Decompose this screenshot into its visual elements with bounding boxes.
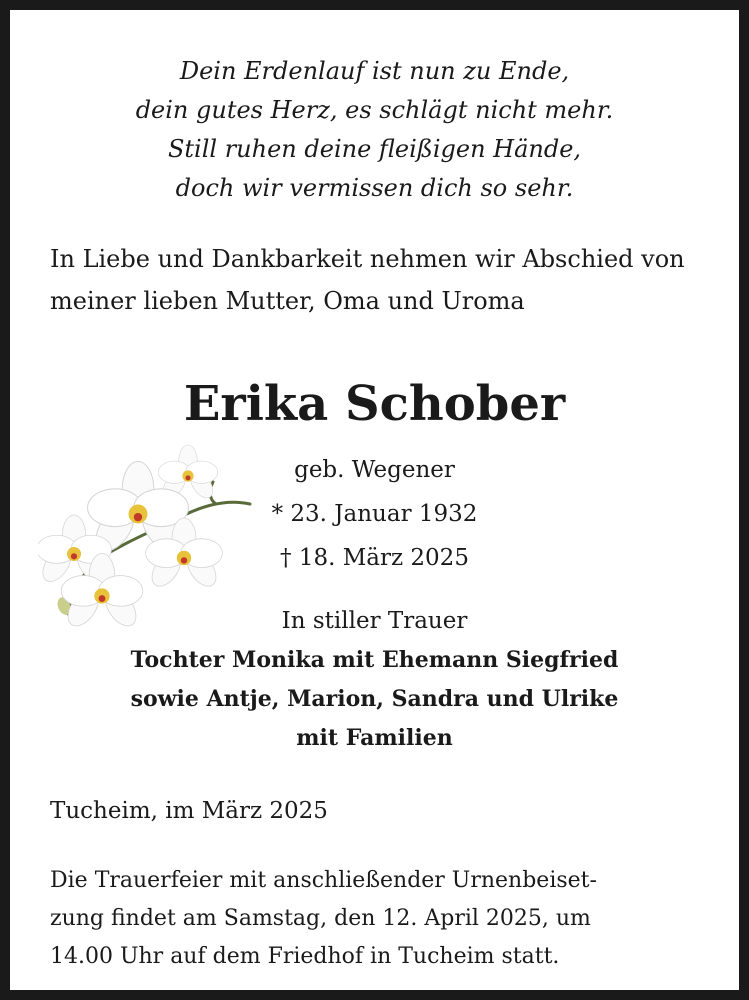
poem-line: Still ruhen deine fleißigen Hände, (167, 135, 582, 163)
mourner-line: sowie Antje, Marion, Sandra und Ulrike (130, 686, 619, 712)
mourner-line: Tochter Monika mit Ehemann Siegfried (130, 647, 619, 673)
poem-line: Dein Erdenlauf ist nun zu Ende, (179, 57, 570, 85)
mourners (10, 602, 739, 758)
deceased-name: Erika Schober (183, 376, 566, 432)
service-line: 14.00 Uhr auf dem Friedhof in Tucheim statt. (50, 944, 560, 969)
mourner-line: mit Familien (296, 725, 453, 751)
poem-line: dein gutes Herz, es schlägt nicht mehr. (135, 96, 614, 124)
funeral-service-text (50, 862, 699, 976)
poem-line: doch wir vermissen dich so sehr. (175, 174, 574, 202)
intro-text (50, 238, 699, 322)
service-line: zung findet am Samstag, den 12. April 2025, um (50, 906, 591, 931)
maiden-name: geb. Wegener (294, 457, 455, 483)
poem (10, 52, 739, 208)
intro-line: meiner lieben Mutter, Oma und Uroma (50, 287, 525, 315)
service-line: Die Trauerfeier mit anschließender Urnenbeiset- (50, 868, 597, 893)
place-date: Tucheim, im März 2025 (50, 798, 328, 824)
death-date: † 18. März 2025 (280, 545, 469, 571)
birth-date: * 23. Januar 1932 (271, 501, 478, 527)
mourning-heading: In stiller Trauer (281, 608, 468, 634)
intro-line: In Liebe und Dankbarkeit nehmen wir Abschied von (50, 245, 685, 273)
